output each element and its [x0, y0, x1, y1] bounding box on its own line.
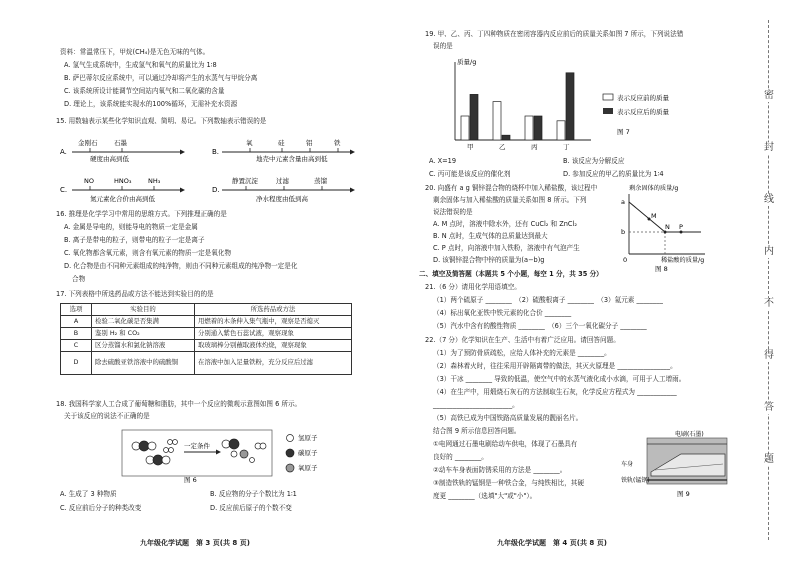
- axis-item-label: 铁: [334, 139, 341, 147]
- q19-option-c: C. 丙可能是该反应的催化剂: [429, 170, 511, 178]
- axis-caption: 氮元素化合价由高到低: [90, 195, 155, 203]
- table-cell: 分别通入紫色石蕊试液，观察现象: [195, 328, 352, 340]
- seal-char: 内: [764, 246, 774, 257]
- q18-option-c: C. 反应前后分子的种类改变: [60, 504, 142, 512]
- bar: [534, 116, 542, 140]
- point-label: a: [621, 198, 625, 206]
- q21-line-3: （5）汽水中含有的酸性物质 ________ （6）三个一氧化碳分子 ________: [433, 322, 647, 330]
- q20-stem: 20. 向盛有 a g 铜锌混合物的烧杯中加入稀盐酸，该过程中: [425, 184, 598, 192]
- axis-caption: 地壳中元素含量由高到低: [256, 155, 328, 163]
- q18-stem: 18. 我国科学家人工合成了葡萄糖和脂肪，其中一个反应的微观示意图如图 6 所示。: [56, 400, 302, 408]
- q22-line-9: ③制造铁轨的锰钢是一种铁合金，与纯铁相比，其硬: [433, 479, 584, 487]
- bar: [493, 102, 501, 140]
- q15-a-labels: [78, 138, 130, 163]
- q22-line-4: （4）在生产中，用煅烧石灰石的方法制取生石灰，化学反应方程式为 ____________: [433, 388, 677, 396]
- q17-table: [60, 303, 352, 375]
- table-header-cell: 所选药品或方法: [195, 304, 352, 316]
- q19-stem-cont: 误的是: [433, 42, 453, 50]
- legend-label: 碳原子: [298, 449, 318, 457]
- tick-label: 丙: [531, 143, 538, 151]
- q22-line-6: 结合图 9 所示信息回答问题。: [433, 427, 521, 435]
- q20-option-a: A. M 点时，溶液中除水外，还有 CuCl₂ 和 ZnCl₂: [433, 220, 578, 228]
- q14-option-a: A. 氢气生成系统中，生成氢气和氧气的质量比为 1∶8: [64, 61, 217, 69]
- point-label: N: [665, 223, 670, 231]
- seal-char: 题: [764, 454, 774, 465]
- axis-item-label: 过滤: [276, 177, 289, 185]
- q16-option-b: B. 离子是带电的粒子，则带电的粒子一定是离子: [64, 236, 205, 244]
- q16-option-d: D. 化合物是由不同种元素组成的纯净物，则由不同种元素组成的纯净物一定是化: [64, 262, 298, 270]
- q22-line-8: ②动车车身表面防锈采用的方法是 ________。: [433, 466, 567, 474]
- axis-item-label: 氧: [246, 139, 253, 147]
- seal-char: 密: [764, 90, 774, 101]
- section-2-heading: 二、填空及简答题（本题共 5 个小题，每空 1 分，共 35 分）: [419, 270, 603, 278]
- q19-option-a: A. X=19: [429, 157, 457, 165]
- q19-option-d: D. 参加反应的甲乙的质量比为 1∶4: [563, 170, 664, 178]
- q20-stem-3: 说法错误的是: [433, 208, 473, 216]
- fig8-line-graph: [615, 180, 735, 272]
- q21-line-1: （1）两个硫原子 ________ （2）硫酸根离子 ________ （3）氦元素 ________: [433, 296, 663, 304]
- axis-label: 稀盐酸的质量/g: [661, 257, 705, 264]
- q20-option-b: B. N 点时，生成气体的总质量达到最大: [433, 232, 548, 240]
- point-label: P: [679, 223, 683, 231]
- q22-line-5: （5）高铁已成为中国铁路高质量发展的靓丽名片。: [433, 414, 583, 422]
- q16-option-d-cont: 合物: [72, 275, 86, 283]
- q15-number-lines: [60, 128, 370, 208]
- seal-char: 得: [764, 350, 774, 361]
- legend-label: 表示反应后的质量: [617, 108, 669, 116]
- q14-option-d: D. 理论上，该系统能实现水的100%循环，无需补充水资源: [64, 100, 238, 108]
- axis-item-label: 硅: [278, 139, 285, 147]
- q22-line-4-cont: ________________________。: [433, 401, 519, 409]
- fig7-bar-chart: [431, 54, 721, 154]
- figure-caption: 图 8: [655, 265, 668, 272]
- q17-stem: 17. 下列表格中所选药品或方法不能达到实验目的的是: [56, 290, 214, 298]
- table-cell: 用燃着的木条伸入集气瓶中，观察是否熄灭: [195, 316, 352, 328]
- figure-caption: 图 7: [617, 128, 630, 136]
- q16-option-a: A. 金属是导电的，则能导电的物质一定是金属: [64, 223, 198, 231]
- table-cell: 鉴别 H₂ 和 CO₂: [92, 328, 195, 340]
- axis-label: 剩余固体的质量/g: [629, 185, 679, 192]
- table-cell: C: [61, 340, 92, 352]
- svg-text:C.: C.: [60, 186, 68, 194]
- table-cell: 检验二氧化碳是否集满: [92, 316, 195, 328]
- table-row: [61, 352, 352, 375]
- q22-line-7: ①电网通过石墨电刷给动车供电，体现了石墨具有: [433, 440, 578, 448]
- intro-text: 资料：常温常压下，甲烷(CH₄)是无色无味的气体。: [60, 48, 210, 56]
- bar: [470, 94, 478, 140]
- q15-d-labels: [232, 176, 328, 203]
- right-page-footer: 九年级化学试题 第 4 页(共 8 页): [497, 539, 607, 547]
- table-header-row: [61, 304, 352, 316]
- seal-char: 封: [764, 142, 774, 153]
- axis-label: 质量/g: [457, 58, 477, 66]
- svg-text:B.: B.: [212, 148, 220, 156]
- legend-label: 氧原子: [298, 464, 318, 472]
- bar: [502, 135, 510, 140]
- table-row: [61, 328, 352, 340]
- tick-label: 乙: [499, 143, 506, 151]
- q20-option-d: D. 该铜锌混合物中锌的质量为(a−b)g: [433, 256, 545, 264]
- figure-caption: 图 9: [677, 490, 690, 498]
- q22-line-7-cont: 良好的 ________。: [433, 453, 488, 461]
- q22-line-2: （2）森林着火时，往往采用开辟隔离带的做法，其灭火原理是 ________________。: [433, 362, 677, 370]
- axis-item-label: 石墨: [114, 139, 127, 147]
- q16-option-c: C. 氧化物都含氧元素，则含有氧元素的物质一定是氧化物: [64, 249, 232, 257]
- q15-stem: 15. 用数轴表示某些化学知识直观、简明、易记。下列数轴表示错误的是: [56, 117, 267, 125]
- q21-line-2: （4）标出氧化亚铁中铁元素的化合价 ________: [433, 309, 572, 317]
- svg-text:A.: A.: [60, 148, 67, 156]
- q22-line-3: （3）干冰 ________ 导致的低温，使空气中的水蒸气液化成小水滴，可用于人工增雨。: [433, 375, 686, 383]
- bar: [566, 73, 574, 140]
- axis-item-label: NO: [84, 177, 94, 185]
- reaction-condition-label: 一定条件: [184, 442, 210, 450]
- q18-stem-cont: 关于该反应的说法不正确的是: [64, 412, 150, 420]
- table-row: [61, 340, 352, 352]
- axis-caption: 硬度由高到低: [90, 155, 129, 163]
- q14-option-c: C. 该系统所设计能调节空间站内氧气和二氧化碳的含量: [64, 87, 225, 95]
- legend-label: 氢原子: [298, 434, 318, 442]
- tick-label: 丁: [563, 143, 570, 151]
- q22-line-1: （1）为了预防骨质疏松，应给人体补充的元素是 ________。: [433, 349, 611, 357]
- axis-item-label: NH₃: [148, 177, 161, 185]
- axis-item-label: 蒸馏: [314, 177, 327, 185]
- legend-label: 表示反应前的质量: [617, 94, 669, 102]
- figure-callout-label: 电刷(石墨): [675, 431, 704, 438]
- table-cell: D: [61, 352, 92, 375]
- axis-item-label: HNO₃: [114, 177, 132, 185]
- q21-stem: 21.（6 分）请用化学用语填空。: [425, 283, 521, 291]
- table-header-cell: 选项: [61, 304, 92, 316]
- axis-caption: 净水程度由低到高: [256, 195, 308, 203]
- q18-option-a: A. 生成了 3 种物质: [60, 490, 117, 498]
- svg-text:D.: D.: [212, 186, 220, 194]
- point-label: M: [651, 212, 657, 220]
- tick-label: 甲: [467, 143, 474, 151]
- point-label: 0: [623, 256, 628, 264]
- axis-item-label: 铝: [306, 139, 313, 147]
- bar: [461, 116, 469, 140]
- bar: [525, 116, 533, 140]
- fig9-train-picture: [621, 430, 751, 510]
- q14-option-b: B. 萨巴蒂尔反应系统中，可以通过冷却将产生的水蒸气与甲烷分离: [64, 74, 258, 82]
- seal-char: 答: [764, 402, 774, 413]
- q16-stem: 16. 推理是化学学习中常用的思维方式。下列推理正确的是: [56, 210, 227, 218]
- figure-caption: 图 6: [184, 476, 197, 484]
- q18-option-d: D. 反应前后原子的个数不变: [210, 504, 292, 512]
- bar: [557, 121, 565, 140]
- axis-item-label: 金刚石: [78, 139, 98, 147]
- table-cell: A: [61, 316, 92, 328]
- q22-line-9-cont: 度更 ________（选填"大"或"小"）。: [433, 492, 537, 500]
- q19-stem: 19. 甲、乙、丙、丁四种物质在密闭容器内反应前后的质量关系如图 7 所示，下列说法错: [425, 30, 684, 38]
- table-header-cell: 实验目的: [92, 304, 195, 316]
- seal-char: 线: [764, 194, 774, 205]
- q20-stem-2: 剩余固体与加入稀盐酸的质量关系如图 8 所示。下列: [433, 196, 587, 204]
- figure-callout-label: 车身: [621, 461, 634, 468]
- q20-option-c: C. P 点时，向溶液中加入铁粉，溶液中有气泡产生: [433, 244, 580, 252]
- figure-callout-label: 铁轨(锰钢): [621, 477, 650, 484]
- seal-char: 不: [764, 298, 774, 309]
- table-cell: 除去硫酸亚铁溶液中的硫酸铜: [92, 352, 195, 375]
- axis-item-label: 静置沉淀: [232, 177, 258, 185]
- q22-stem: 22.（7 分）化学知识在生产、生活中有着广泛应用。请回答问题。: [425, 336, 620, 344]
- fig6-reaction-diagram: [120, 424, 350, 486]
- point-label: b: [621, 228, 626, 236]
- q18-option-b: B. 反应物的分子个数比为 1∶1: [210, 490, 297, 498]
- table-cell: B: [61, 328, 92, 340]
- table-cell: 取玻璃棒分别蘸取液体灼烧，观察现象: [195, 340, 352, 352]
- q15-b-labels: [246, 138, 341, 163]
- table-cell: 区分蒸馏水和氯化钠溶液: [92, 340, 195, 352]
- table-row: [61, 316, 352, 328]
- table-cell: 在溶液中加入足量铁粉，充分反应后过滤: [195, 352, 352, 375]
- q19-option-b: B. 该反应为分解反应: [563, 157, 625, 165]
- left-page-footer: 九年级化学试题 第 3 页(共 8 页): [140, 539, 250, 547]
